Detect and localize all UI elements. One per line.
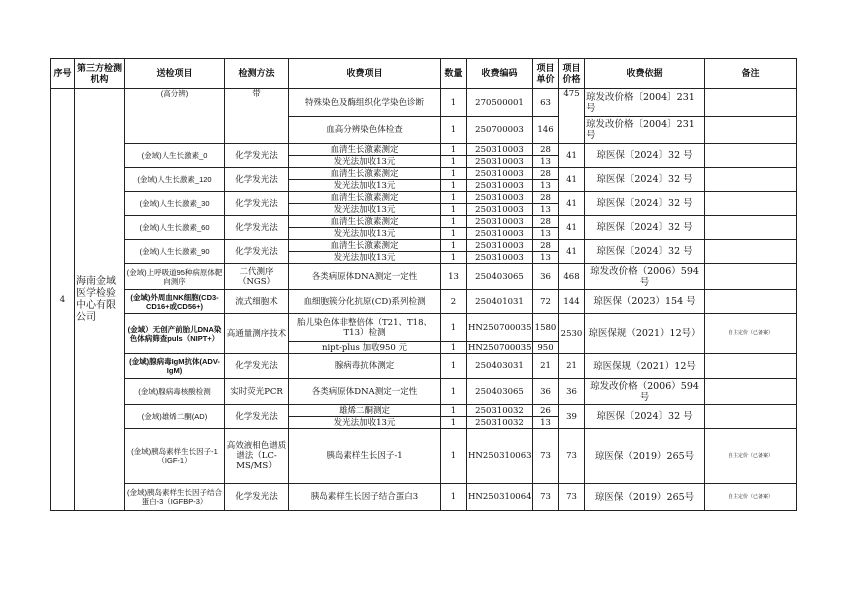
remark-cell xyxy=(705,290,797,314)
code-cell: 250310003 xyxy=(467,228,533,240)
table-row xyxy=(51,379,797,405)
remark-cell xyxy=(705,216,797,240)
unit-price-cell: 36 xyxy=(533,379,559,405)
remark-cell: 自主定价（已备案） xyxy=(705,429,797,484)
fee-item-cell: 胰岛素样生长因子-1 xyxy=(289,429,441,484)
basis-cell: 琼发改价格〔2004〕231号 xyxy=(585,117,705,144)
unit-price-cell: 73 xyxy=(533,484,559,511)
method-cell: 化学发光法 xyxy=(225,192,289,216)
fee-item-cell: 腺病毒抗体测定 xyxy=(289,354,441,379)
method-cell: 高通量测序技术 xyxy=(225,314,289,354)
code-cell: 250403065 xyxy=(467,379,533,405)
code-cell: 250403065 xyxy=(467,264,533,290)
qty-cell: 1 xyxy=(441,168,467,180)
method-cell: 化学发光法 xyxy=(225,484,289,511)
basis-cell: 琼医保（2019）265号 xyxy=(585,429,705,484)
method-cell: 高效液相色谱质谱法（LC-MS/MS） xyxy=(225,429,289,484)
remark-cell: 自主定价（已备案） xyxy=(705,484,797,511)
header-method: 检测方法 xyxy=(225,59,289,89)
price-cell: 475 xyxy=(559,89,585,144)
price-cell: 468 xyxy=(559,264,585,290)
method-cell: 化学发光法 xyxy=(225,405,289,429)
qty-cell: 1 xyxy=(441,117,467,144)
basis-cell: 琼医保〔2024〕32 号 xyxy=(585,144,705,168)
item-cell: (金域)人生长激素_30 xyxy=(125,192,225,216)
basis-cell: 琼发改价格〔2004〕231号 xyxy=(585,89,705,117)
unit-price-cell: 28 xyxy=(533,240,559,252)
code-cell: 250310003 xyxy=(467,204,533,216)
method-cell: 化学发光法 xyxy=(225,168,289,192)
table-row xyxy=(51,354,797,379)
method-cell: 化学发光法 xyxy=(225,216,289,240)
unit-price-cell: 13 xyxy=(533,417,559,429)
unit-price-cell: 63 xyxy=(533,89,559,117)
qty-cell: 1 xyxy=(441,89,467,117)
remark-cell xyxy=(705,354,797,379)
item-cell: (金域)腺病毒IgM抗体(ADV-IgM) xyxy=(125,354,225,379)
fee-item-cell: nipt-plus 加收950 元 xyxy=(289,342,441,354)
fee-table xyxy=(50,58,797,511)
fee-item-cell: 胎儿染色体非整倍体（T21、T18、T13）检测 xyxy=(289,314,441,342)
unit-price-cell: 950 xyxy=(533,342,559,354)
item-cell: (金域)腺病毒核酸检测 xyxy=(125,379,225,405)
table-row xyxy=(51,144,797,156)
header-org: 第三方检测机构 xyxy=(75,59,125,89)
price-cell: 41 xyxy=(559,240,585,264)
basis-cell: 琼医保（2023）154 号 xyxy=(585,290,705,314)
unit-price-cell: 28 xyxy=(533,168,559,180)
fee-item-cell: 血清生长激素测定 xyxy=(289,240,441,252)
basis-cell: 琼医保（2019）265号 xyxy=(585,484,705,511)
header-qty: 数量 xyxy=(441,59,467,89)
item-cell: (金域)上呼吸道95种病原体靶向测序 xyxy=(125,264,225,290)
fee-item-cell: 发光法加收13元 xyxy=(289,204,441,216)
qty-cell: 1 xyxy=(441,240,467,252)
fee-item-cell: 发光法加收13元 xyxy=(289,228,441,240)
unit-price-cell: 13 xyxy=(533,228,559,240)
code-cell: 250310003 xyxy=(467,168,533,180)
header-item: 送检项目 xyxy=(125,59,225,89)
fee-item-cell: 发光法加收13元 xyxy=(289,156,441,168)
qty-cell: 1 xyxy=(441,379,467,405)
code-cell: 250310003 xyxy=(467,216,533,228)
table-row xyxy=(51,216,797,228)
remark-cell xyxy=(705,405,797,429)
header-price: 项目价格 xyxy=(559,59,585,89)
code-cell: HN250310064 xyxy=(467,484,533,511)
basis-cell: 琼医保〔2024〕32 号 xyxy=(585,192,705,216)
qty-cell: 1 xyxy=(441,484,467,511)
remark-cell xyxy=(705,240,797,264)
remark-cell xyxy=(705,192,797,216)
price-cell: 36 xyxy=(559,379,585,405)
header-unit-price: 项目单价 xyxy=(533,59,559,89)
code-cell: 250401031 xyxy=(467,290,533,314)
fee-item-cell: 血高分辨染色体检查 xyxy=(289,117,441,144)
price-cell: 2530 xyxy=(559,314,585,354)
qty-cell: 1 xyxy=(441,144,467,156)
item-cell: (金域)胰岛素样生长因子结合蛋白-3（IGFBP-3） xyxy=(125,484,225,511)
code-cell: 250310003 xyxy=(467,192,533,204)
basis-cell: 琼医保〔2024〕32 号 xyxy=(585,168,705,192)
unit-price-cell: 21 xyxy=(533,354,559,379)
price-cell: 41 xyxy=(559,168,585,192)
qty-cell: 1 xyxy=(441,342,467,354)
remark-cell xyxy=(705,168,797,192)
qty-cell: 1 xyxy=(441,314,467,342)
item-cell: (金域)胰岛素样生长因子-1（IGF-1） xyxy=(125,429,225,484)
qty-cell: 1 xyxy=(441,405,467,417)
code-cell: 250310003 xyxy=(467,180,533,192)
unit-price-cell: 13 xyxy=(533,252,559,264)
code-cell: 250310032 xyxy=(467,417,533,429)
fee-item-cell: 血清生长激素测定 xyxy=(289,144,441,156)
price-cell: 144 xyxy=(559,290,585,314)
price-cell: 73 xyxy=(559,484,585,511)
fee-item-cell: 各类病原体DNA测定一定性 xyxy=(289,264,441,290)
qty-cell: 1 xyxy=(441,192,467,204)
fee-table-sheet xyxy=(50,58,796,511)
header-code: 收费编码 xyxy=(467,59,533,89)
unit-price-cell: 1580 xyxy=(533,314,559,342)
table-row xyxy=(51,89,797,117)
fee-item-cell: 血清生长激素测定 xyxy=(289,216,441,228)
basis-cell: 琼医保规（2021）12号 xyxy=(585,354,705,379)
table-row xyxy=(51,429,797,484)
qty-cell: 1 xyxy=(441,180,467,192)
method-cell: 带 xyxy=(225,89,289,144)
code-cell: 250310003 xyxy=(467,252,533,264)
remark-cell xyxy=(705,117,797,144)
method-cell: 实时荧光PCR xyxy=(225,379,289,405)
qty-cell: 1 xyxy=(441,216,467,228)
price-cell: 41 xyxy=(559,192,585,216)
header-fee-item: 收费项目 xyxy=(289,59,441,89)
fee-item-cell: 特殊染色及酶组织化学染色诊断 xyxy=(289,89,441,117)
qty-cell: 1 xyxy=(441,354,467,379)
item-cell: (金域）无创产前胎儿DNA染色体病筛查puls（NIPT+） xyxy=(125,314,225,354)
remark-cell xyxy=(705,379,797,405)
table-row xyxy=(51,264,797,290)
basis-cell: 琼医保〔2024〕32 号 xyxy=(585,240,705,264)
unit-price-cell: 13 xyxy=(533,156,559,168)
basis-cell: 琼医保〔2024〕32 号 xyxy=(585,216,705,240)
code-cell: 250310032 xyxy=(467,405,533,417)
item-cell: (金域)人生长激素_0 xyxy=(125,144,225,168)
fee-item-cell: 胰岛素样生长因子结合蛋白3 xyxy=(289,484,441,511)
fee-item-cell: 雄烯二酮测定 xyxy=(289,405,441,417)
fee-item-cell: 各类病原体DNA测定一定性 xyxy=(289,379,441,405)
method-cell: 流式细胞术 xyxy=(225,290,289,314)
header-seq: 序号 xyxy=(51,59,75,89)
item-cell: (高分辨) xyxy=(125,89,225,144)
unit-price-cell: 28 xyxy=(533,192,559,204)
unit-price-cell: 146 xyxy=(533,117,559,144)
code-cell: 250700003 xyxy=(467,117,533,144)
qty-cell: 2 xyxy=(441,290,467,314)
remark-cell: 自主定价（已备案） xyxy=(705,314,797,354)
qty-cell: 1 xyxy=(441,417,467,429)
method-cell: 化学发光法 xyxy=(225,240,289,264)
method-cell: 化学发光法 xyxy=(225,354,289,379)
code-cell: 250310003 xyxy=(467,240,533,252)
unit-price-cell: 72 xyxy=(533,290,559,314)
table-row xyxy=(51,405,797,417)
header-remark: 备注 xyxy=(705,59,797,89)
qty-cell: 1 xyxy=(441,204,467,216)
price-cell: 39 xyxy=(559,405,585,429)
table-row xyxy=(51,192,797,204)
basis-cell: 琼医保规（2021）12号） xyxy=(585,314,705,354)
method-cell: 二代测序（NGS） xyxy=(225,264,289,290)
basis-cell: 琼发改价格（2006）594号 xyxy=(585,379,705,405)
fee-item-cell: 发光法加收13元 xyxy=(289,252,441,264)
fee-item-cell: 发光法加收13元 xyxy=(289,180,441,192)
item-cell: (金域)外周血NK细胞(CD3-CD16+或CD56+) xyxy=(125,290,225,314)
seq-cell: 4 xyxy=(51,89,75,511)
fee-item-cell: 血清生长激素测定 xyxy=(289,168,441,180)
qty-cell: 1 xyxy=(441,156,467,168)
fee-item-cell: 血细胞簇分化抗原(CD)系列检测 xyxy=(289,290,441,314)
code-cell: 250310003 xyxy=(467,144,533,156)
header-basis: 收费依据 xyxy=(585,59,705,89)
price-cell: 21 xyxy=(559,354,585,379)
qty-cell: 1 xyxy=(441,252,467,264)
unit-price-cell: 26 xyxy=(533,405,559,417)
price-cell: 41 xyxy=(559,216,585,240)
remark-cell xyxy=(705,89,797,117)
remark-cell xyxy=(705,144,797,168)
item-cell: (金域)人生长激素_120 xyxy=(125,168,225,192)
table-row xyxy=(51,240,797,252)
table-row xyxy=(51,168,797,180)
item-cell: (金域)人生长激素_90 xyxy=(125,240,225,264)
unit-price-cell: 13 xyxy=(533,180,559,192)
qty-cell: 13 xyxy=(441,264,467,290)
unit-price-cell: 13 xyxy=(533,204,559,216)
item-cell: (金域)人生长激素_60 xyxy=(125,216,225,240)
fee-item-cell: 血清生长激素测定 xyxy=(289,192,441,204)
qty-cell: 1 xyxy=(441,228,467,240)
table-row xyxy=(51,290,797,314)
code-cell: 250403031 xyxy=(467,354,533,379)
qty-cell: 1 xyxy=(441,429,467,484)
basis-cell: 琼医保〔2024〕32 号 xyxy=(585,405,705,429)
unit-price-cell: 36 xyxy=(533,264,559,290)
code-cell: 250310003 xyxy=(467,156,533,168)
price-cell: 73 xyxy=(559,429,585,484)
table-row xyxy=(51,314,797,342)
unit-price-cell: 73 xyxy=(533,429,559,484)
unit-price-cell: 28 xyxy=(533,216,559,228)
header-row xyxy=(51,59,797,89)
code-cell: HN250700035 xyxy=(468,342,532,353)
org-name: 海南金域医学检验中心有限公司 xyxy=(75,89,125,511)
code-cell: HN250700035 xyxy=(467,314,533,342)
code-cell: HN250310063 xyxy=(467,429,533,484)
table-row xyxy=(51,484,797,511)
item-cell: (金域)雄烯二酮(AD) xyxy=(125,405,225,429)
code-cell: 270500001 xyxy=(467,89,533,117)
price-cell: 41 xyxy=(559,144,585,168)
remark-cell xyxy=(705,264,797,290)
fee-item-cell: 发光法加收13元 xyxy=(289,417,441,429)
basis-cell: 琼发改价格（2006）594号 xyxy=(585,264,705,290)
method-cell: 化学发光法 xyxy=(225,144,289,168)
unit-price-cell: 28 xyxy=(533,144,559,156)
